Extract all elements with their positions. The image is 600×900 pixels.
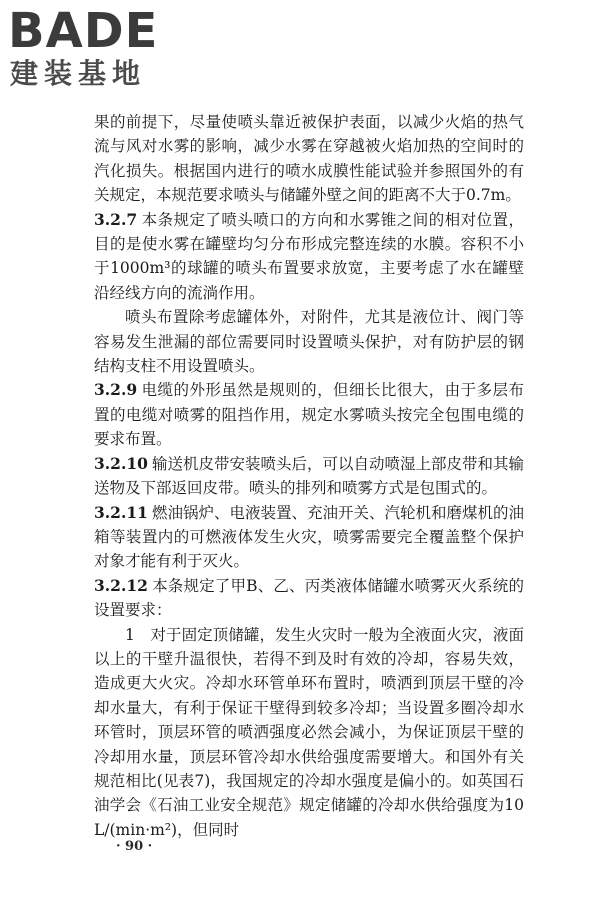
- section-number: 3.2.11: [94, 502, 148, 522]
- paragraph-text: 果的前提下，尽量使喷头靠近被保护表面，以减少火焰的热气流与风对水雾的影响，减少水雾在穿越被火焰加热的空间时的汽化损失。根据国内进行的喷水成膜性能试验并参照国外的有关规定，本规范要求喷头与储罐外壁之间的距离不大于0.7m。: [94, 113, 524, 205]
- logo-wordmark: BADE: [8, 3, 159, 59]
- section-paragraph: [94, 208, 524, 306]
- paragraph: [94, 305, 524, 378]
- section-paragraph: [94, 452, 524, 501]
- paragraph-text: 输送机皮带安装喷头后，可以自动喷湿上部皮带和其输送物及下部返回皮带。喷头的排列和喷雾方式是包围式的。: [94, 454, 524, 498]
- section-paragraph: [94, 574, 524, 623]
- paragraph-text: 本条规定了甲B、乙、丙类液体储罐水喷雾灭火系统的设置要求：: [94, 576, 524, 620]
- paragraph-text: 电缆的外形虽然是规则的，但细长比很大，由于多层布置的电缆对喷雾的阻挡作用，规定水雾喷头按完全包围电缆的要求布置。: [94, 381, 524, 449]
- list-item-paragraph: [94, 623, 524, 843]
- section-number: 3.2.7: [94, 209, 138, 229]
- paragraph: [94, 110, 524, 208]
- section-number: 3.2.12: [94, 575, 148, 595]
- section-paragraph: [94, 378, 524, 451]
- paragraph-text: 本条规定了喷头喷口的方向和水雾锥之间的相对位置，目的是使水雾在罐壁均匀分布形成完整连续的水膜。容积不小于1000m³的球罐的喷头布置要求放宽，主要考虑了水在罐壁沿经线方向的流淌作用。: [94, 210, 524, 302]
- logo: [8, 3, 178, 92]
- section-number: 3.2.9: [94, 380, 138, 400]
- paragraph-text: 1 对于固定顶储罐，发生火灾时一般为全液面火灾，液面以上的干壁升温很快，若得不到及时有效的冷却，容易失效，造成更大火灾。冷却水环管单环布置时，喷洒到顶层干壁的冷却水量大，有利于保证干壁得到较多冷却；当设置多圈冷却水环管时，顶层环管的喷洒强度必然会减小，为保证顶层干壁的冷却用水量，顶层环管冷却水供给强度需要增大。和国外有关规范相比(见表7)，我国规定的冷却水强度是偏小的。如英国石油学会《石油工业安全规范》规定储罐的冷却水供给强度为10L/(min·m²)，但同时: [94, 625, 524, 839]
- paragraph-text: 喷头布置除考虑罐体外，对附件，尤其是液位计、阀门等容易发生泄漏的部位需要同时设置喷头保护，对有防护层的钢结构支柱不用设置喷头。: [94, 308, 524, 376]
- section-paragraph: [94, 501, 524, 574]
- document-body: [94, 110, 524, 842]
- paragraph-text: 燃油锅炉、电液装置、充油开关、汽轮机和磨煤机的油箱等装置内的可燃液体发生火灾，喷雾需要完全覆盖整个保护对象才能有利于灭火。: [94, 503, 524, 571]
- logo-subtitle: 建装基地: [10, 57, 147, 90]
- page-number: · 90 ·: [116, 839, 153, 854]
- section-number: 3.2.10: [94, 453, 148, 473]
